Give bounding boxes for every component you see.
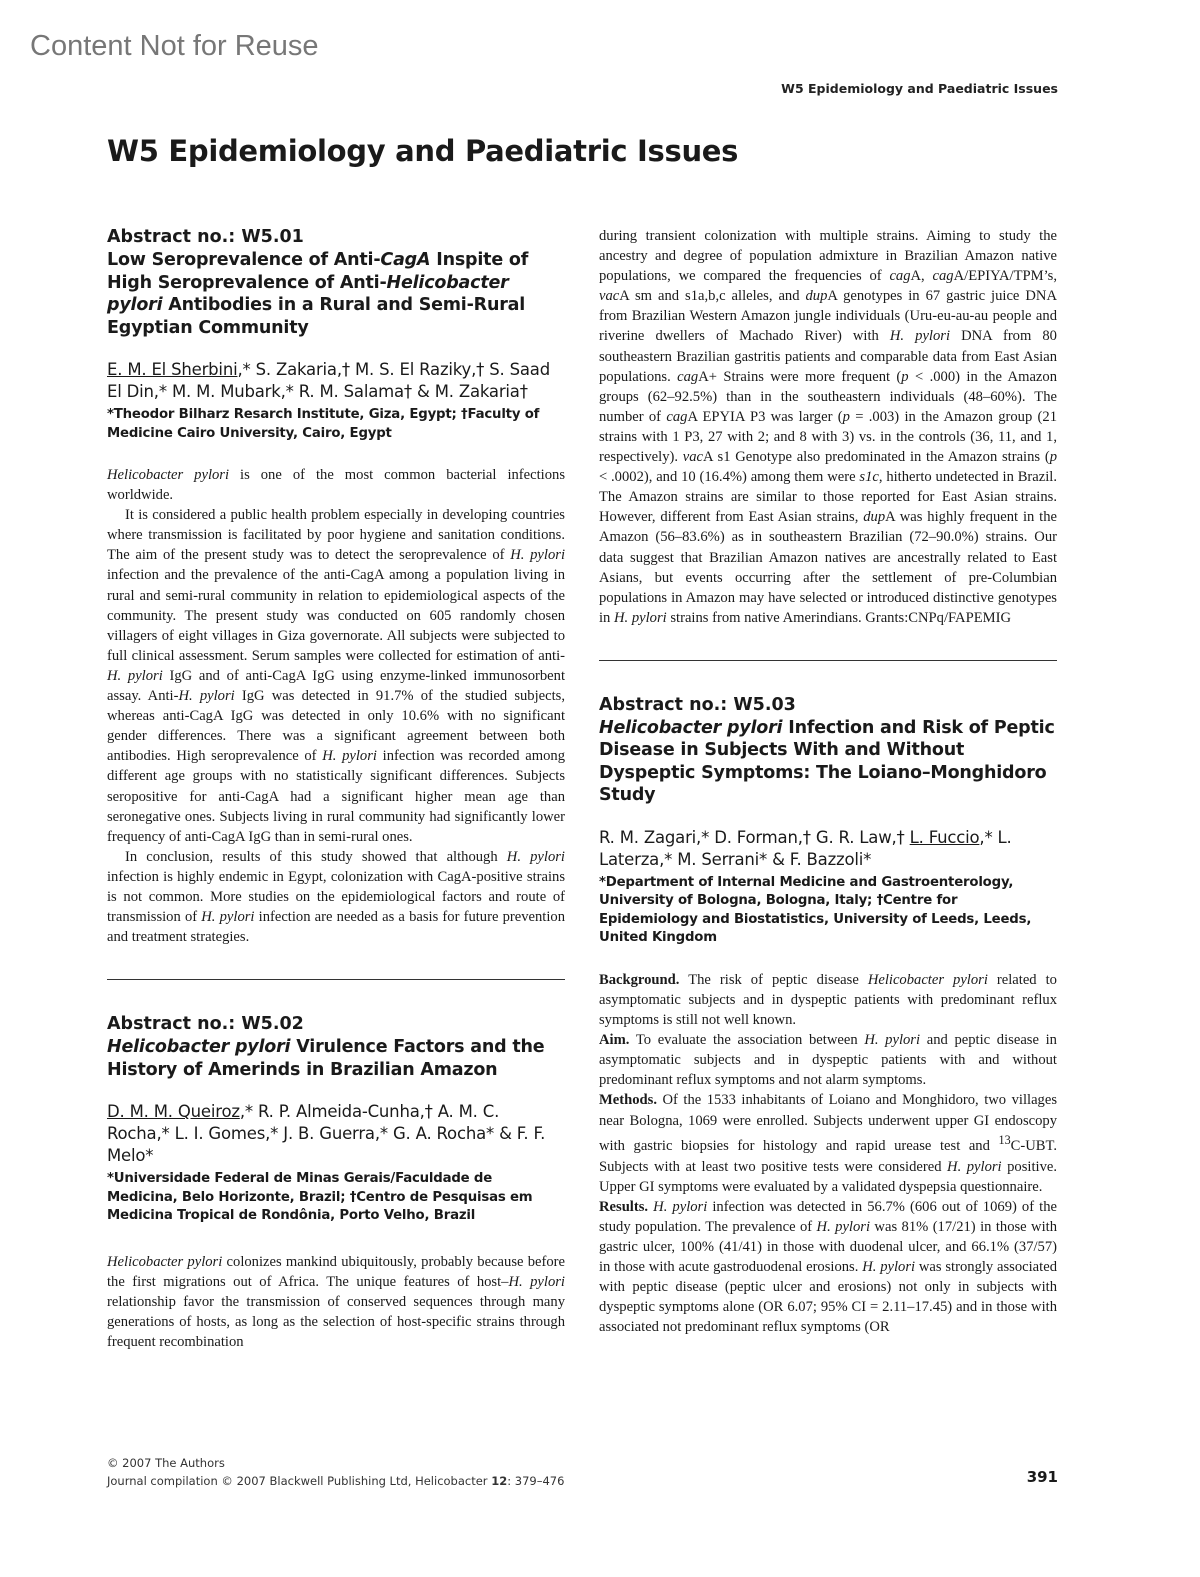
- affiliation: *Department of Internal Medicine and Gastroenterology, University of Bologna, Bologna, Italy; †Centre for Epidemiology and Biostatistics, University of Leeds, Leeds, United Kingdom: [599, 874, 1032, 946]
- abstract-number: Abstract no.: W5.02: [107, 1014, 304, 1035]
- abstract-title: Helicobacter pylori Infection and Risk of Peptic Disease in Subjects With and Without Dyspeptic Symptoms: The Loiano–Monghidoro Study: [599, 717, 1055, 806]
- abstract-section-background: Background. The risk of peptic disease Helicobacter pylori related to asymptomatic subjects and in dyspeptic patients with predominant reflux symptoms is still not well known.: [599, 971, 1057, 1029]
- structured-abstract: [599, 970, 1057, 1338]
- footer: [107, 1454, 564, 1490]
- watermark: Content Not for Reuse: [30, 30, 319, 62]
- abstract-title: Low Seroprevalence of Anti-CagA Inspite of High Seroprevalence of Anti-Helicobacter pylori Antibodies in a Rural and Semi-Rural Egyptian Community: [107, 250, 529, 338]
- presenting-author: L. Fuccio: [909, 827, 980, 847]
- abstract-w5-01: [107, 226, 565, 947]
- section-title: W5 Epidemiology and Paediatric Issues: [107, 134, 739, 168]
- abstract-w5-03: [599, 694, 1057, 1338]
- abstract-w5-02: [107, 1013, 565, 1352]
- copyright: © 2007 The Authors: [107, 1456, 225, 1470]
- author-list: R. M. Zagari,* D. Forman,† G. R. Law,† L. Fuccio,* L. Laterza,* M. Serrani* & F. Bazzoli*: [599, 827, 1012, 869]
- left-column: [107, 226, 565, 1352]
- abstract-number: Abstract no.: W5.03: [599, 694, 796, 715]
- author-list: E. M. El Sherbini,* S. Zakaria,† M. S. El Raziky,† S. Saad El Din,* M. M. Mubark,* R. M. Salama† & M. Zakaria†: [107, 360, 550, 401]
- abstract-paragraph: It is considered a public health problem especially in developing countries where transmission is facilitated by poor hygiene and sanitation conditions. The aim of the present study was to detect the seroprevalence of H. pylori infection and the prevalence of the anti-CagA among a population living in rural and semi-rural community in relation to epidemiological aspects of the community. The present study was conducted on 605 randomly chosen villagers of eight villages in Giza governorate. All subjects were subjected to full clinical assessment. Serum samples were collected for estimation of anti-H. pylori IgG and of anti-CagA IgG using enzyme-linked immunosorbent assay. Anti-H. pylori IgG was detected in 91.7% of the studied subjects, whereas anti-CagA IgG was detected in only 10.6% with no significant gender differences. There was a significant agreement between both antibodies. High seroprevalence of H. pylori infection was recorded among different age groups with no statistically significant differences. Subjects seropositive for anti-CagA had a significant higher mean age than seronegative ones. Subjects living in rural community had significantly lower frequency of anti-CagA IgG than in semi-rural ones.: [107, 507, 566, 845]
- abstract-paragraph-continued: during transient colonization with multiple strains. Aiming to study the ancestry and degree of population admixture in Brazilian Amazon native populations, we compared the frequencies of cagA, cagA/EPIYA/TPM’s, vacA sm and s1a,b,c alleles, and dupA genotypes in 67 gastric juice DNA from Brazilian Western Amazon jungle individuals (Uru-eu-au-au people and riverine dwellers of Machado River) with H. pylori DNA from 80 southeastern Brazilian gastritis patients and comparable data from East Asian populations. cagA+ Strains were more frequent (p < .000) in the Amazon groups (62–92.5%) than in the southeastern individuals (48–60%). The number of cagA EPYIA P3 was larger (p = .003) in the Amazon group (21 strains with 1 P3, 27 with 2; and 8 with 3) vs. in the controls (36, 11, and 1, respectively). vacA s1 Genotype also predominated in the Amazon strains (p < .0002), and 10 (16.4%) among them were s1c, hitherto undetected in Brazil. The Amazon strains are similar to those reported for East Asian strains. However, different from East Asian strains, dupA was highly frequent in the Amazon (56–83.6%) as in southeastern Brazilian (72–90.0%) strains. Our data suggest that Brazilian Amazon natives are ancestrally related to East Asians, but events occurring after the settlement of pre-Columbian populations in Amazon may have selected or introduced distinctive genotypes in H. pylori strains from native Amerindians. Grants:CNPq/FAPEMIG: [599, 228, 1057, 626]
- journal-compilation: Journal compilation © 2007 Blackwell Publishing Ltd, Helicobacter 12: 379–476: [107, 1474, 565, 1488]
- abstract-paragraph: Helicobacter pylori colonizes mankind ubiquitously, probably because before the first migrations out of Africa. The unique features of host–H. pylori relationship favor the transmission of conserved sequences through many generations of hosts, as long as the selection of host-specific strains through frequent recombination: [107, 1253, 565, 1351]
- presenting-author: D. M. M. Queiroz: [107, 1102, 240, 1122]
- running-head: W5 Epidemiology and Paediatric Issues: [781, 81, 1058, 96]
- author-list: D. M. M. Queiroz,* R. P. Almeida-Cunha,† A. M. C. Rocha,* L. I. Gomes,* J. B. Guerra,* G. A. Rocha* & F. F. Melo*: [107, 1102, 546, 1166]
- page-number: 391: [1026, 1468, 1058, 1486]
- abstract-section-results: Results. H. pylori infection was detected in 56.7% (606 out of 1069) of the study population. The prevalence of H. pylori was 81% (17/21) in those with gastric ulcer, 100% (41/41) in those with duodenal ulcer, and 66.1% (37/57) in those with acute gastroduodenal erosions. H. pylori was strongly associated with peptic disease (peptic ulcer and erosions) not only in subjects with dyspeptic symptoms alone (OR 6.07; 95% CI = 2.11–17.45) and in those with associated not predominant reflux symptoms (OR: [599, 1198, 1058, 1336]
- presenting-author: E. M. El Sherbini: [107, 360, 238, 379]
- abstract-section-aim: Aim. To evaluate the association between H. pylori and peptic disease in asymptomatic subjects and in dyspeptic patients with and without predominant reflux symptoms and not alarm symptoms.: [599, 1032, 1057, 1089]
- abstract-paragraph: Helicobacter pylori is one of the most common bacterial infections worldwide.: [107, 467, 565, 504]
- abstract-paragraph: In conclusion, results of this study showed that although H. pylori infection is highly endemic in Egypt, colonization with CagA-positive strains is not common. More studies on the epidemiological factors and route of transmission of H. pylori infection are needed as a basis for future prevention and treatment strategies.: [107, 848, 566, 946]
- affiliation: *Theodor Bilharz Resarch Institute, Giza, Egypt; †Faculty of Medicine Cairo University, Cairo, Egypt: [107, 407, 540, 441]
- abstract-title: Helicobacter pylori Virulence Factors and the History of Amerinds in Brazilian Amazon: [107, 1037, 545, 1080]
- affiliation: *Universidade Federal de Minas Gerais/Faculdade de Medicina, Belo Horizonte, Brazil; †Centro de Pesquisas em Medicina Tropical de Rondônia, Porto Velho, Brazil: [107, 1171, 533, 1224]
- section-divider: [107, 979, 565, 980]
- abstract-section-methods: Methods. Of the 1533 inhabitants of Loiano and Monghidoro, two villages near Bologna, 1069 were enrolled. Subjects underwent upper GI endoscopy with gastric biopsies for histology and rapid urease test and $^{13}$C-UBT. Subjects with at least two positive tests were considered H. pylori positive. Upper GI symptoms were evaluated by a validated dyspepsia questionnaire.: [599, 1092, 1057, 1195]
- section-divider: [599, 660, 1057, 661]
- right-column: [599, 226, 1057, 1337]
- abstract-number: Abstract no.: W5.01: [107, 227, 304, 247]
